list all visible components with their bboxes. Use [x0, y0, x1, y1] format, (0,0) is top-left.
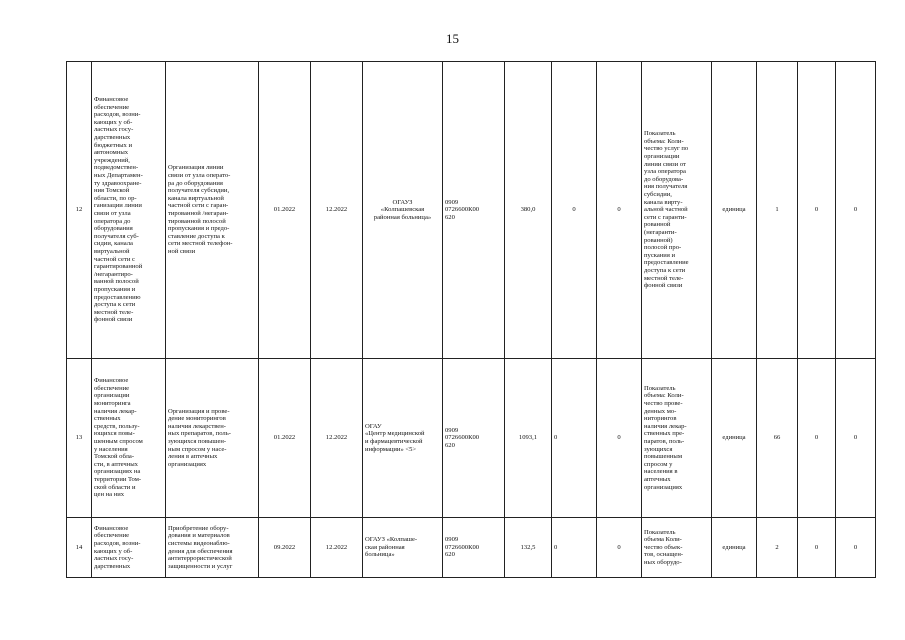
indicator-value-3: 0 [836, 62, 876, 359]
funding-amount: 132,5 [505, 518, 552, 578]
indicator-value-1: 1 [757, 62, 798, 359]
indicator-value-2: 0 [798, 62, 836, 359]
table-row [67, 359, 876, 518]
end-date: 12.2022 [311, 359, 363, 518]
indicator-value-2: 0 [798, 359, 836, 518]
end-date: 12.2022 [311, 62, 363, 359]
indicator-value-3: 0 [836, 359, 876, 518]
indicator-value-1: 2 [757, 518, 798, 578]
activity-content: Организация и прове- дение мониторингов наличия лекарствен- ных препаратов, поль- зующихся повышен- ным спросом у насе- ления в аптечных организациях [166, 359, 259, 518]
indicator: Показатель объема: Коли- чество прове- денных мо- ниторингов наличия лекар- ственных пре- паратов, поль- зующихся повышенным спросом у населения в аптечных организациях [642, 359, 712, 518]
unit: единица [712, 62, 757, 359]
activity-content: Организация линии связи от узла операто- ра до оборудования получателя субсидии, канала виртуальной частной сети с гаран- тированной /негаран- тированной полосой пропускания и предо- ставление доступа к сети местной телефон- ной связи [166, 62, 259, 359]
budget-code: 0909 0726600К00 620 [443, 359, 505, 518]
start-date: 01.2022 [259, 359, 311, 518]
funding-amount: 1093,1 [505, 359, 552, 518]
budget-code: 0909 0726600К00 620 [443, 62, 505, 359]
recipient: ОГАУЗ «Колпашевская районная больница» [363, 62, 443, 359]
funding-value-2: 0 [552, 518, 597, 578]
recipient: ОГАУ «Центр медицинской и фармацевтической информации» <5> [363, 359, 443, 518]
end-date: 12.2022 [311, 518, 363, 578]
table-row [67, 518, 876, 578]
activity-description: Финансовое обеспечение организации мониторинга наличия лекар- ственных средств, пользу- ющихся повы- шенным спросом у населения Томской обла- сти, в аптечных организациях на территории Том- ской области и цен на них [92, 359, 166, 518]
indicator: Показатель объема: Коли- чество услуг по организации линии связи от узла оператора до оборудова- ния получателя субсидии, канала вирту- альной частной сети с гаранти- рованной (негаранти- рованной) полосой про- пускания и предоставление доступа к сети местной теле- фонной связи [642, 62, 712, 359]
activity-description: Финансовое обеспечение расходов, возни- кающих у об- ластных госу- дарственных [92, 518, 166, 578]
page-number: 15 [446, 31, 459, 46]
funding-value-3: 0 [597, 518, 642, 578]
row-number: 14 [67, 518, 92, 578]
funding-value-3: 0 [597, 62, 642, 359]
funding-value-3: 0 [597, 359, 642, 518]
row-number: 12 [67, 62, 92, 359]
budget-code: 0909 0726600К00 620 [443, 518, 505, 578]
indicator-value-1: 66 [757, 359, 798, 518]
start-date: 09.2022 [259, 518, 311, 578]
unit: единица [712, 359, 757, 518]
start-date: 01.2022 [259, 62, 311, 359]
recipient: ОГАУЗ «Колпаше- ская районная больница» [363, 518, 443, 578]
funding-amount: 380,0 [505, 62, 552, 359]
funding-value-2: 0 [552, 62, 597, 359]
program-activities-table [66, 61, 876, 578]
indicator-value-2: 0 [798, 518, 836, 578]
unit: единица [712, 518, 757, 578]
activity-content: Приобретение обору- дования и материалов системы видеонаблю- дения для обеспечения антитеррористической защищенности и услуг [166, 518, 259, 578]
indicator-value-3: 0 [836, 518, 876, 578]
row-number: 13 [67, 359, 92, 518]
funding-value-2: 0 [552, 359, 597, 518]
indicator: Показатель объема Коли- чество объек- тов, оснащен- ных оборудо- [642, 518, 712, 578]
table-row [67, 62, 876, 359]
activity-description: Финансовое обеспечение расходов, возни- кающих у об- ластных госу- дарственных бюджетных и автономных учреждений, подведомствен- ных Департамен- ту здравоохране- ния Томской области, по ор- ганизации линии связи от узла оператора до оборудования получателя суб- сидии, канала виртуальной частной сети с гарантированной /негарантиро- ванной полосой пропускания и предоставлению доступа к сети местной теле- фонной связи [92, 62, 166, 359]
